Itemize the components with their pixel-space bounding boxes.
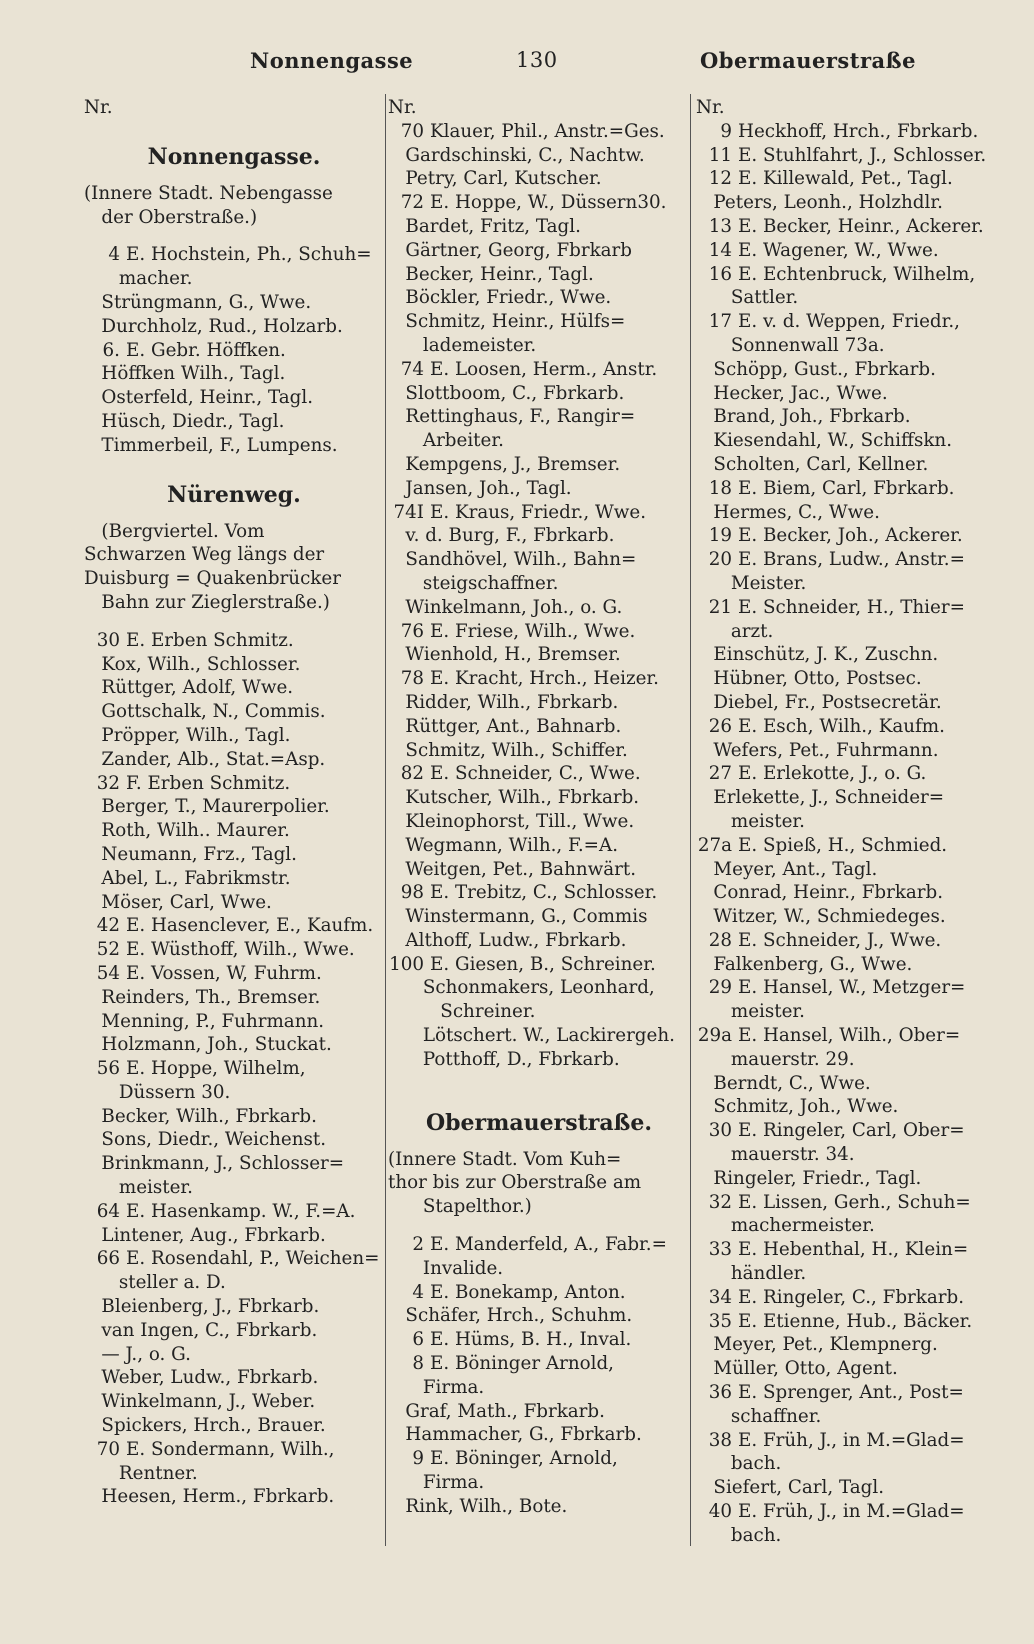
directory-line: Gardschinski, C., Nachtw. [388, 144, 645, 166]
directory-line: Schmitz, Heinr., Hülfs= [388, 311, 626, 333]
house-number: 19 [708, 525, 732, 547]
directory-line: Höffken Wilh., Tagl. [84, 363, 286, 385]
directory-line: arzt. [696, 620, 774, 642]
entry-text: E. Hebenthal, H., Klein= [738, 1239, 969, 1261]
directory-line: Kutscher, Wilh., Fbrkarb. [388, 787, 640, 809]
entry-text: E. Echtenbruck, Wilhelm, [738, 263, 976, 285]
directory-line: Schäfer, Hrch., Schuhm. [388, 1305, 633, 1327]
directory-line: (Bergviertel. Vom [84, 520, 265, 542]
directory-line: thor bis zur Oberstraße am [388, 1172, 642, 1194]
page-number: 130 [516, 48, 558, 72]
directory-line: Conrad, Heinr., Fbrkarb. [696, 882, 944, 904]
directory-line [696, 215, 996, 239]
directory-line: Becker, Wilh., Fbrkarb. [84, 1105, 317, 1127]
house-number: 18 [708, 477, 732, 499]
house-number: 32 [708, 1191, 732, 1213]
directory-line: Gärtner, Georg, Fbrkarb [388, 239, 633, 261]
directory-line: Böckler, Friedr., Wwe. [388, 287, 612, 309]
street-heading: Nürenweg. [167, 481, 301, 508]
directory-line: Rettinghaus, F., Rangir= [388, 406, 636, 428]
directory-line: Rüttger, Adolf, Wwe. [84, 677, 294, 699]
directory-line [388, 1328, 690, 1352]
directory-line: Berger, T., Maurerpolier. [84, 796, 330, 818]
entry-text: E. Hoppe, W., Düssern30. [430, 192, 667, 214]
directory-line [696, 715, 996, 739]
entry-text: E. Esch, Wilh., Kaufm. [738, 715, 945, 737]
entry-text: E. Böninger Arnold, [430, 1353, 614, 1375]
directory-line: Meyer, Ant., Tagl. [696, 858, 878, 880]
directory-line: Schreiner. [388, 1001, 536, 1023]
directory-line [84, 1200, 384, 1224]
directory-line [388, 358, 690, 382]
house-number: 30 [96, 629, 120, 651]
entry-text: E. Hansel, Wilh., Ober= [738, 1025, 961, 1047]
directory-line: Jansen, Joh., Tagl. [388, 477, 572, 499]
directory-line: Arbeiter. [388, 430, 504, 452]
directory-line [84, 1057, 384, 1081]
directory-line: Roth, Wilh.. Maurer. [84, 820, 290, 842]
directory-line: der Oberstraße.) [84, 206, 258, 228]
directory-line: mauerstr. 34. [696, 1144, 855, 1166]
directory-line: Lintener, Aug., Fbrkarb. [84, 1224, 326, 1246]
column-3 [696, 96, 996, 1548]
directory-line [388, 1447, 690, 1471]
directory-line: Althoff, Ludw., Fbrkarb. [388, 929, 627, 951]
directory-line: Peters, Leonh., Holzhdlr. [696, 192, 943, 214]
house-number: 14 [708, 239, 732, 261]
directory-line [84, 772, 384, 796]
house-number: 6 [412, 1329, 424, 1351]
entry-text: E. Hasenkamp. W., F.=A. [126, 1200, 356, 1222]
entry-text: E. Böninger, Arnold, [430, 1448, 618, 1470]
house-number: 9 [412, 1448, 424, 1470]
directory-line: lademeister. [388, 334, 537, 356]
house-number: 78 [400, 668, 424, 690]
spacer [388, 1086, 690, 1100]
house-number: 29a [697, 1025, 732, 1047]
directory-line: Wegmann, Wilh., F.=A. [388, 834, 619, 856]
directory-line [696, 929, 996, 953]
entry-text: E. Gebr. Höffken. [126, 339, 286, 361]
directory-line: Kleinophorst, Till., Wwe. [388, 810, 635, 832]
directory-line: Rentner. [84, 1462, 198, 1484]
entry-text: E. Kraus, Friedr., Wwe. [430, 501, 647, 523]
directory-line: Winstermann, G., Commis [388, 906, 648, 928]
house-number: 74I [393, 501, 424, 523]
entry-text: E. Hasenclever, E., Kaufm. [126, 915, 374, 937]
entry-text: E. Früh, J., in M.=Glad= [738, 1429, 965, 1451]
directory-line: Möser, Carl, Wwe. [84, 891, 272, 913]
directory-line: Falkenberg, G., Wwe. [696, 953, 913, 975]
directory-line [696, 1500, 996, 1524]
entry-text: E. Erlekotte, J., o. G. [738, 763, 927, 785]
entry-text: E. Giesen, B., Schreiner. [430, 953, 656, 975]
directory-line [84, 938, 384, 962]
house-number: 8 [412, 1353, 424, 1375]
directory-line [388, 120, 690, 144]
directory-line: v. d. Burg, F., Fbrkarb. [388, 525, 615, 547]
directory-line: Schmitz, Joh., Wwe. [696, 1096, 899, 1118]
directory-line: Siefert, Carl, Tagl. [696, 1477, 885, 1499]
house-number: 54 [96, 962, 120, 984]
directory-line: Menning, P., Fuhrmann. [84, 1010, 325, 1032]
directory-line [388, 1281, 690, 1305]
directory-line: Müller, Otto, Agent. [696, 1358, 898, 1380]
directory-line: Invalide. [388, 1257, 504, 1279]
directory-line: Lötschert. W., Lackirergeh. [388, 1025, 675, 1047]
directory-line [84, 962, 384, 986]
entry-text: E. Früh, J., in M.=Glad= [738, 1501, 965, 1523]
directory-line [696, 834, 996, 858]
column-1 [84, 96, 384, 1509]
directory-line: Hüsch, Diedr., Tagl. [84, 410, 285, 432]
house-number: 9 [720, 120, 732, 142]
directory-line: (Innere Stadt. Vom Kuh= [388, 1148, 622, 1170]
entry-text: E. Killewald, Pet., Tagl. [738, 168, 953, 190]
directory-line: steigschaffner. [388, 572, 559, 594]
house-number: 35 [708, 1310, 732, 1332]
directory-line: Reinders, Th., Bremser. [84, 986, 321, 1008]
house-number: 27 [708, 763, 732, 785]
directory-line: Bahn zur Zieglerstraße.) [84, 591, 330, 613]
entry-text: E. Hansel, W., Metzger= [738, 977, 966, 999]
directory-line: Spickers, Hrch., Brauer. [84, 1415, 326, 1437]
directory-line: Strüngmann, G., Wwe. [84, 291, 312, 313]
directory-line [388, 667, 690, 691]
header-left-street: Nonnengasse [250, 48, 414, 73]
house-number: 30 [708, 1120, 732, 1142]
directory-line: Osterfeld, Heinr., Tagl. [84, 387, 314, 409]
column-2 [388, 96, 690, 1519]
directory-line: Winkelmann, J., Weber. [84, 1391, 316, 1413]
house-number: 4 [412, 1281, 424, 1303]
directory-line: Heesen, Herm., Fbrkarb. [84, 1486, 335, 1508]
directory-line: Neumann, Frz., Tagl. [84, 843, 297, 865]
directory-line [388, 953, 690, 977]
directory-line [388, 1352, 690, 1376]
house-number: 76 [400, 620, 424, 642]
directory-line: Ringeler, Friedr., Tagl. [696, 1167, 922, 1189]
entry-text: E. Ringeler, Carl, Ober= [738, 1120, 965, 1142]
directory-line: Rüttger, Ant., Bahnarb. [388, 715, 622, 737]
directory-line: meister. [696, 810, 805, 832]
directory-line: — J., o. G. [84, 1343, 191, 1365]
directory-line [696, 167, 996, 191]
directory-line [388, 501, 690, 525]
directory-line: Hübner, Otto, Postsec. [696, 668, 922, 690]
directory-line: Firma. [388, 1472, 485, 1494]
directory-line: Firma. [388, 1376, 485, 1398]
directory-line [84, 914, 384, 938]
directory-line: Schonmakers, Leonhard, [388, 977, 655, 999]
directory-line: Wefers, Pet., Fuhrmann. [696, 739, 939, 761]
directory-line [696, 1119, 996, 1143]
column-divider [385, 94, 386, 1546]
house-number: 16 [708, 263, 732, 285]
directory-line: Weber, Ludw., Fbrkarb. [84, 1367, 319, 1389]
entry-text: E. Lissen, Gerh., Schuh= [738, 1191, 971, 1213]
spacer [84, 229, 384, 243]
directory-line: Winkelmann, Joh., o. G. [388, 596, 623, 618]
entry-text: E. Loosen, Herm., Anstr. [430, 358, 658, 380]
directory-line [696, 1429, 996, 1453]
directory-line [696, 976, 996, 1000]
entry-text: E. Biem, Carl, Fbrkarb. [738, 477, 955, 499]
house-number: 34 [708, 1286, 732, 1308]
directory-line: Nr. [84, 97, 113, 118]
spacer [388, 1219, 690, 1233]
directory-line: Stapelthor.) [388, 1196, 532, 1218]
spacer [84, 615, 384, 629]
directory-line: Diebel, Fr., Postsecretär. [696, 691, 942, 713]
directory-line: Nr. [388, 97, 417, 118]
entry-text: E. Hüms, B. H., Inval. [430, 1329, 632, 1351]
directory-line: Becker, Heinr., Tagl. [388, 263, 594, 285]
directory-line: (Innere Stadt. Nebengasse [84, 182, 333, 204]
directory-line: Duisburg = Quakenbrücker [84, 568, 341, 590]
directory-line: Schwarzen Weg längs der [84, 544, 325, 566]
directory-line: Schmitz, Wilh., Schiffer. [388, 739, 628, 761]
house-number: 40 [708, 1501, 732, 1523]
directory-line [696, 596, 996, 620]
directory-line: Berndt, C., Wwe. [696, 1072, 871, 1094]
entry-text: E. Schneider, C., Wwe. [430, 763, 641, 785]
directory-line: Ridder, Wilh., Fbrkarb. [388, 691, 619, 713]
entry-text: E. Hoppe, Wilhelm, [126, 1058, 306, 1080]
entry-text: E. Schneider, H., Thier= [738, 596, 965, 618]
house-number: 70 [96, 1438, 120, 1460]
entry-text: E. Becker, Joh., Ackerer. [738, 525, 963, 547]
directory-line: Bardet, Fritz, Tagl. [388, 215, 581, 237]
entry-text: E. Friese, Wilh., Wwe. [430, 620, 636, 642]
street-heading: Nonnengasse. [147, 143, 321, 170]
directory-line: macher. [84, 268, 193, 290]
directory-line: Sons, Diedr., Weichenst. [84, 1129, 327, 1151]
house-number: 42 [96, 915, 120, 937]
directory-line [84, 243, 384, 267]
column-divider [690, 94, 691, 1546]
entry-text: E. Hochstein, Ph., Schuh= [126, 244, 372, 266]
spacer [84, 120, 384, 134]
house-number: 70 [400, 120, 424, 142]
directory-line: steller a. D. [84, 1272, 226, 1294]
entry-text: E. Brans, Ludw., Anstr.= [738, 549, 965, 571]
directory-line [696, 548, 996, 572]
directory-line: Weitgen, Pet., Bahnwärt. [388, 858, 637, 880]
directory-line [696, 310, 996, 334]
house-number: 20 [708, 549, 732, 571]
directory-line: Potthoff, D., Fbrkarb. [388, 1048, 620, 1070]
house-number: 52 [96, 939, 120, 961]
entry-text: E. Schneider, J., Wwe. [738, 929, 942, 951]
house-number: 33 [708, 1239, 732, 1261]
directory-line: Gottschalk, N., Commis. [84, 701, 326, 723]
directory-line [696, 1024, 996, 1048]
directory-line: Brand, Joh., Fbrkarb. [696, 406, 911, 428]
house-number: 13 [708, 215, 732, 237]
directory-line: Holzmann, Joh., Stuckat. [84, 1034, 332, 1056]
entry-text: F. Erben Schmitz. [126, 772, 291, 794]
directory-line [696, 1238, 996, 1262]
street-heading: Obermauerstraße. [425, 1109, 652, 1136]
house-number: 74 [400, 358, 424, 380]
directory-line [388, 620, 690, 644]
house-number: 82 [400, 763, 424, 785]
house-number: 29 [708, 977, 732, 999]
directory-line: bach. [696, 1453, 782, 1475]
directory-line [84, 1438, 384, 1462]
directory-line: Sandhövel, Wilh., Bahn= [388, 549, 637, 571]
directory-line: Meyer, Pet., Klempnerg. [696, 1334, 938, 1356]
entry-text: E. Kracht, Hrch., Heizer. [430, 668, 659, 690]
directory-line: bach. [696, 1524, 782, 1546]
directory-line [84, 1247, 384, 1271]
entry-text: E. Erben Schmitz. [126, 629, 294, 651]
house-number: 36 [708, 1382, 732, 1404]
directory-line: machermeister. [696, 1215, 875, 1237]
directory-line: Scholten, Carl, Kellner. [696, 453, 929, 475]
directory-line: Nr. [696, 97, 725, 118]
directory-line: Kiesendahl, W., Schiffskn. [696, 430, 953, 452]
directory-line: Hammacher, G., Fbrkarb. [388, 1424, 642, 1446]
entry-text: E. Wagener, W., Wwe. [738, 239, 939, 261]
directory-line: meister. [696, 1001, 805, 1023]
directory-line: Düssern 30. [84, 1081, 231, 1103]
directory-line: meister. [84, 1177, 193, 1199]
entry-text: E. Trebitz, C., Schlosser. [430, 882, 658, 904]
house-number: 6. [102, 339, 120, 361]
directory-line [696, 1286, 996, 1310]
house-number: 98 [400, 882, 424, 904]
entry-text: E. Bonekamp, Anton. [430, 1281, 626, 1303]
directory-line: Rink, Wilh., Bote. [388, 1495, 568, 1517]
directory-line: Witzer, W., Schmiedeges. [696, 906, 946, 928]
directory-line: Durchholz, Rud., Holzarb. [84, 315, 343, 337]
entry-text: E. Stuhlfahrt, J., Schlosser. [738, 144, 987, 166]
directory-line: Slottboom, C., Fbrkarb. [388, 382, 625, 404]
house-number: 12 [708, 168, 732, 190]
house-number: 11 [708, 144, 732, 166]
directory-line: Erlekette, J., Schneider= [696, 787, 945, 809]
directory-line: Brinkmann, J., Schlosser= [84, 1153, 345, 1175]
directory-line: mauerstr. 29. [696, 1048, 855, 1070]
directory-line: schaffner. [696, 1405, 822, 1427]
directory-line: Kempgens, J., Bremser. [388, 453, 621, 475]
house-number: 27a [697, 834, 732, 856]
house-number: 66 [96, 1248, 120, 1270]
spacer [388, 1072, 690, 1086]
directory-line [696, 524, 996, 548]
directory-line: van Ingen, C., Fbrkarb. [84, 1319, 318, 1341]
directory-line: händler. [696, 1263, 807, 1285]
entry-text: Heckhoff, Hrch., Fbrkarb. [738, 120, 979, 142]
directory-line [388, 762, 690, 786]
directory-line: Wienhold, H., Bremser. [388, 644, 621, 666]
house-number: 38 [708, 1429, 732, 1451]
spacer [84, 458, 384, 472]
directory-line: Timmerbeil, F., Lumpens. [84, 434, 338, 456]
directory-line [696, 239, 996, 263]
entry-text: E. Vossen, W, Fuhrm. [126, 962, 322, 984]
entry-text: E. Spieß, H., Schmied. [738, 834, 948, 856]
directory-line: Sattler. [696, 287, 799, 309]
entry-text: E. Ringeler, C., Fbrkarb. [738, 1286, 965, 1308]
entry-text: E. v. d. Weppen, Friedr., [738, 311, 960, 333]
directory-line [696, 120, 996, 144]
house-number: 100 [389, 953, 424, 975]
entry-text: E. Rosendahl, P., Weichen= [126, 1248, 380, 1270]
header-right-street: Obermauerstraße [700, 48, 916, 73]
house-number: 32 [96, 772, 120, 794]
directory-line: Bleienberg, J., Fbrkarb. [84, 1296, 320, 1318]
directory-line: Sonnenwall 73a. [696, 334, 885, 356]
directory-line: Zander, Alb., Stat.=Asp. [84, 748, 326, 770]
directory-line [696, 144, 996, 168]
house-number: 4 [108, 244, 120, 266]
directory-line: Schöpp, Gust., Fbrkarb. [696, 358, 936, 380]
house-number: 21 [708, 596, 732, 618]
directory-line: Abel, L., Fabrikmstr. [84, 867, 291, 889]
house-number: 17 [708, 311, 732, 333]
entry-text: E. Sondermann, Wilh., [126, 1438, 335, 1460]
house-number: 72 [400, 192, 424, 214]
directory-line: Meister. [696, 572, 807, 594]
house-number: 64 [96, 1200, 120, 1222]
directory-line [696, 1381, 996, 1405]
directory-line [388, 191, 690, 215]
directory-line [696, 1191, 996, 1215]
house-number: 26 [708, 715, 732, 737]
entry-text: E. Wüsthoff, Wilh., Wwe. [126, 939, 355, 961]
entry-text: E. Sprenger, Ant., Post= [738, 1382, 964, 1404]
directory-line: Hermes, C., Wwe. [696, 501, 880, 523]
entry-text: E. Becker, Heinr., Ackerer. [738, 215, 984, 237]
directory-line: Pröpper, Wilh., Tagl. [84, 724, 291, 746]
directory-line [388, 1233, 690, 1257]
directory-line: Einschütz, J. K., Zuschn. [696, 644, 939, 666]
directory-line [84, 629, 384, 653]
directory-line [696, 477, 996, 501]
directory-line [84, 339, 384, 363]
directory-line: Hecker, Jac., Wwe. [696, 382, 888, 404]
house-number: 28 [708, 929, 732, 951]
house-number: 56 [96, 1058, 120, 1080]
directory-line: Kox, Wilh., Schlosser. [84, 653, 301, 675]
entry-text: E. Manderfeld, A., Fabr.= [430, 1234, 667, 1256]
directory-line [696, 1310, 996, 1334]
entry-text: E. Etienne, Hub., Bäcker. [738, 1310, 973, 1332]
house-number: 2 [412, 1234, 424, 1256]
directory-line: Graf, Math., Fbrkarb. [388, 1400, 605, 1422]
entry-text: Klauer, Phil., Anstr.=Ges. [430, 120, 665, 142]
directory-line [696, 762, 996, 786]
directory-line [696, 263, 996, 287]
directory-line [388, 881, 690, 905]
directory-line: Petry, Carl, Kutscher. [388, 168, 602, 190]
